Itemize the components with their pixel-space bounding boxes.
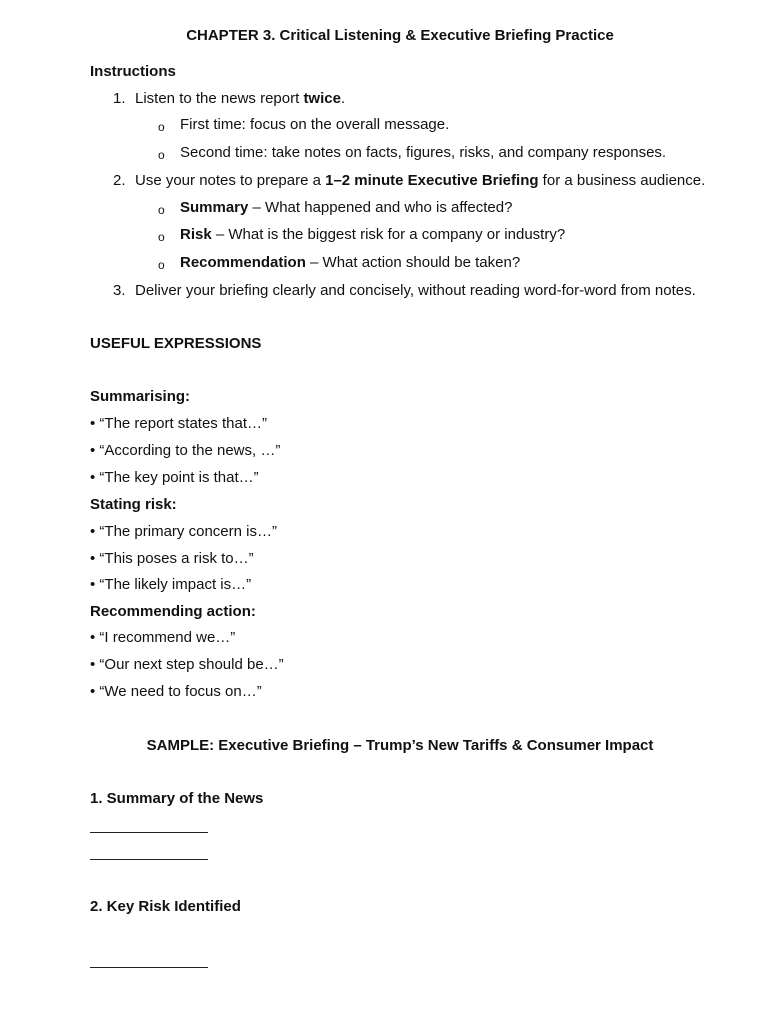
sub-bullet-icon: o xyxy=(158,203,165,217)
sub-item: Second time: take notes on facts, figures, risks, and company responses. xyxy=(180,144,667,161)
instruction-item-3 xyxy=(113,282,696,300)
expression-item: • “The report states that…” xyxy=(90,415,267,432)
item-text: Deliver your briefing clearly and concisely, without reading word-for-word from notes. xyxy=(135,282,696,299)
expression-item: • “According to the news, …” xyxy=(90,442,281,459)
expression-item: • “The likely impact is…” xyxy=(90,576,252,593)
instructions-heading: Instructions xyxy=(90,63,176,80)
sub-bullet-icon: o xyxy=(158,258,165,272)
expression-item: • “I recommend we…” xyxy=(90,629,236,646)
useful-expressions-heading: USEFUL EXPRESSIONS xyxy=(90,335,262,352)
instruction-item-2 xyxy=(113,172,706,190)
section-heading: 2. Key Risk Identified xyxy=(90,898,241,915)
item-number: 2. xyxy=(113,172,126,189)
sub-bullet-icon: o xyxy=(158,230,165,244)
sub-item: Risk – What is the biggest risk for a company or industry? xyxy=(180,226,566,243)
expression-item: • “This poses a risk to…” xyxy=(90,550,254,567)
expression-item: • “The primary concern is…” xyxy=(90,523,277,540)
group-label: Stating risk: xyxy=(90,496,177,513)
section-heading: 1. Summary of the News xyxy=(90,790,264,807)
group-label: Recommending action: xyxy=(90,603,256,620)
item-number: 3. xyxy=(113,282,126,299)
item-text: Use your notes to prepare a 1–2 minute Executive Briefing for a business audience. xyxy=(135,172,706,189)
expression-item: • “The key point is that…” xyxy=(90,469,259,486)
sub-bullet-icon: o xyxy=(158,148,165,162)
answer-blank-line[interactable] xyxy=(90,859,208,860)
sub-item: Summary – What happened and who is affected? xyxy=(180,199,513,216)
expression-item: • “Our next step should be…” xyxy=(90,656,284,673)
item-number: 1. xyxy=(113,90,126,107)
sub-item: First time: focus on the overall message. xyxy=(180,116,450,133)
sub-bullet-icon: o xyxy=(158,120,165,134)
chapter-title: CHAPTER 3. Critical Listening & Executive Briefing Practice xyxy=(186,27,614,44)
item-text: Listen to the news report twice. xyxy=(135,90,346,107)
instruction-item-1 xyxy=(113,90,346,108)
sample-title: SAMPLE: Executive Briefing – Trump’s New Tariffs & Consumer Impact xyxy=(146,737,654,754)
expression-item: • “We need to focus on…” xyxy=(90,683,262,700)
answer-blank-line[interactable] xyxy=(90,832,208,833)
sub-item: Recommendation – What action should be taken? xyxy=(180,254,521,271)
answer-blank-line[interactable] xyxy=(90,967,208,968)
group-label: Summarising: xyxy=(90,388,191,405)
